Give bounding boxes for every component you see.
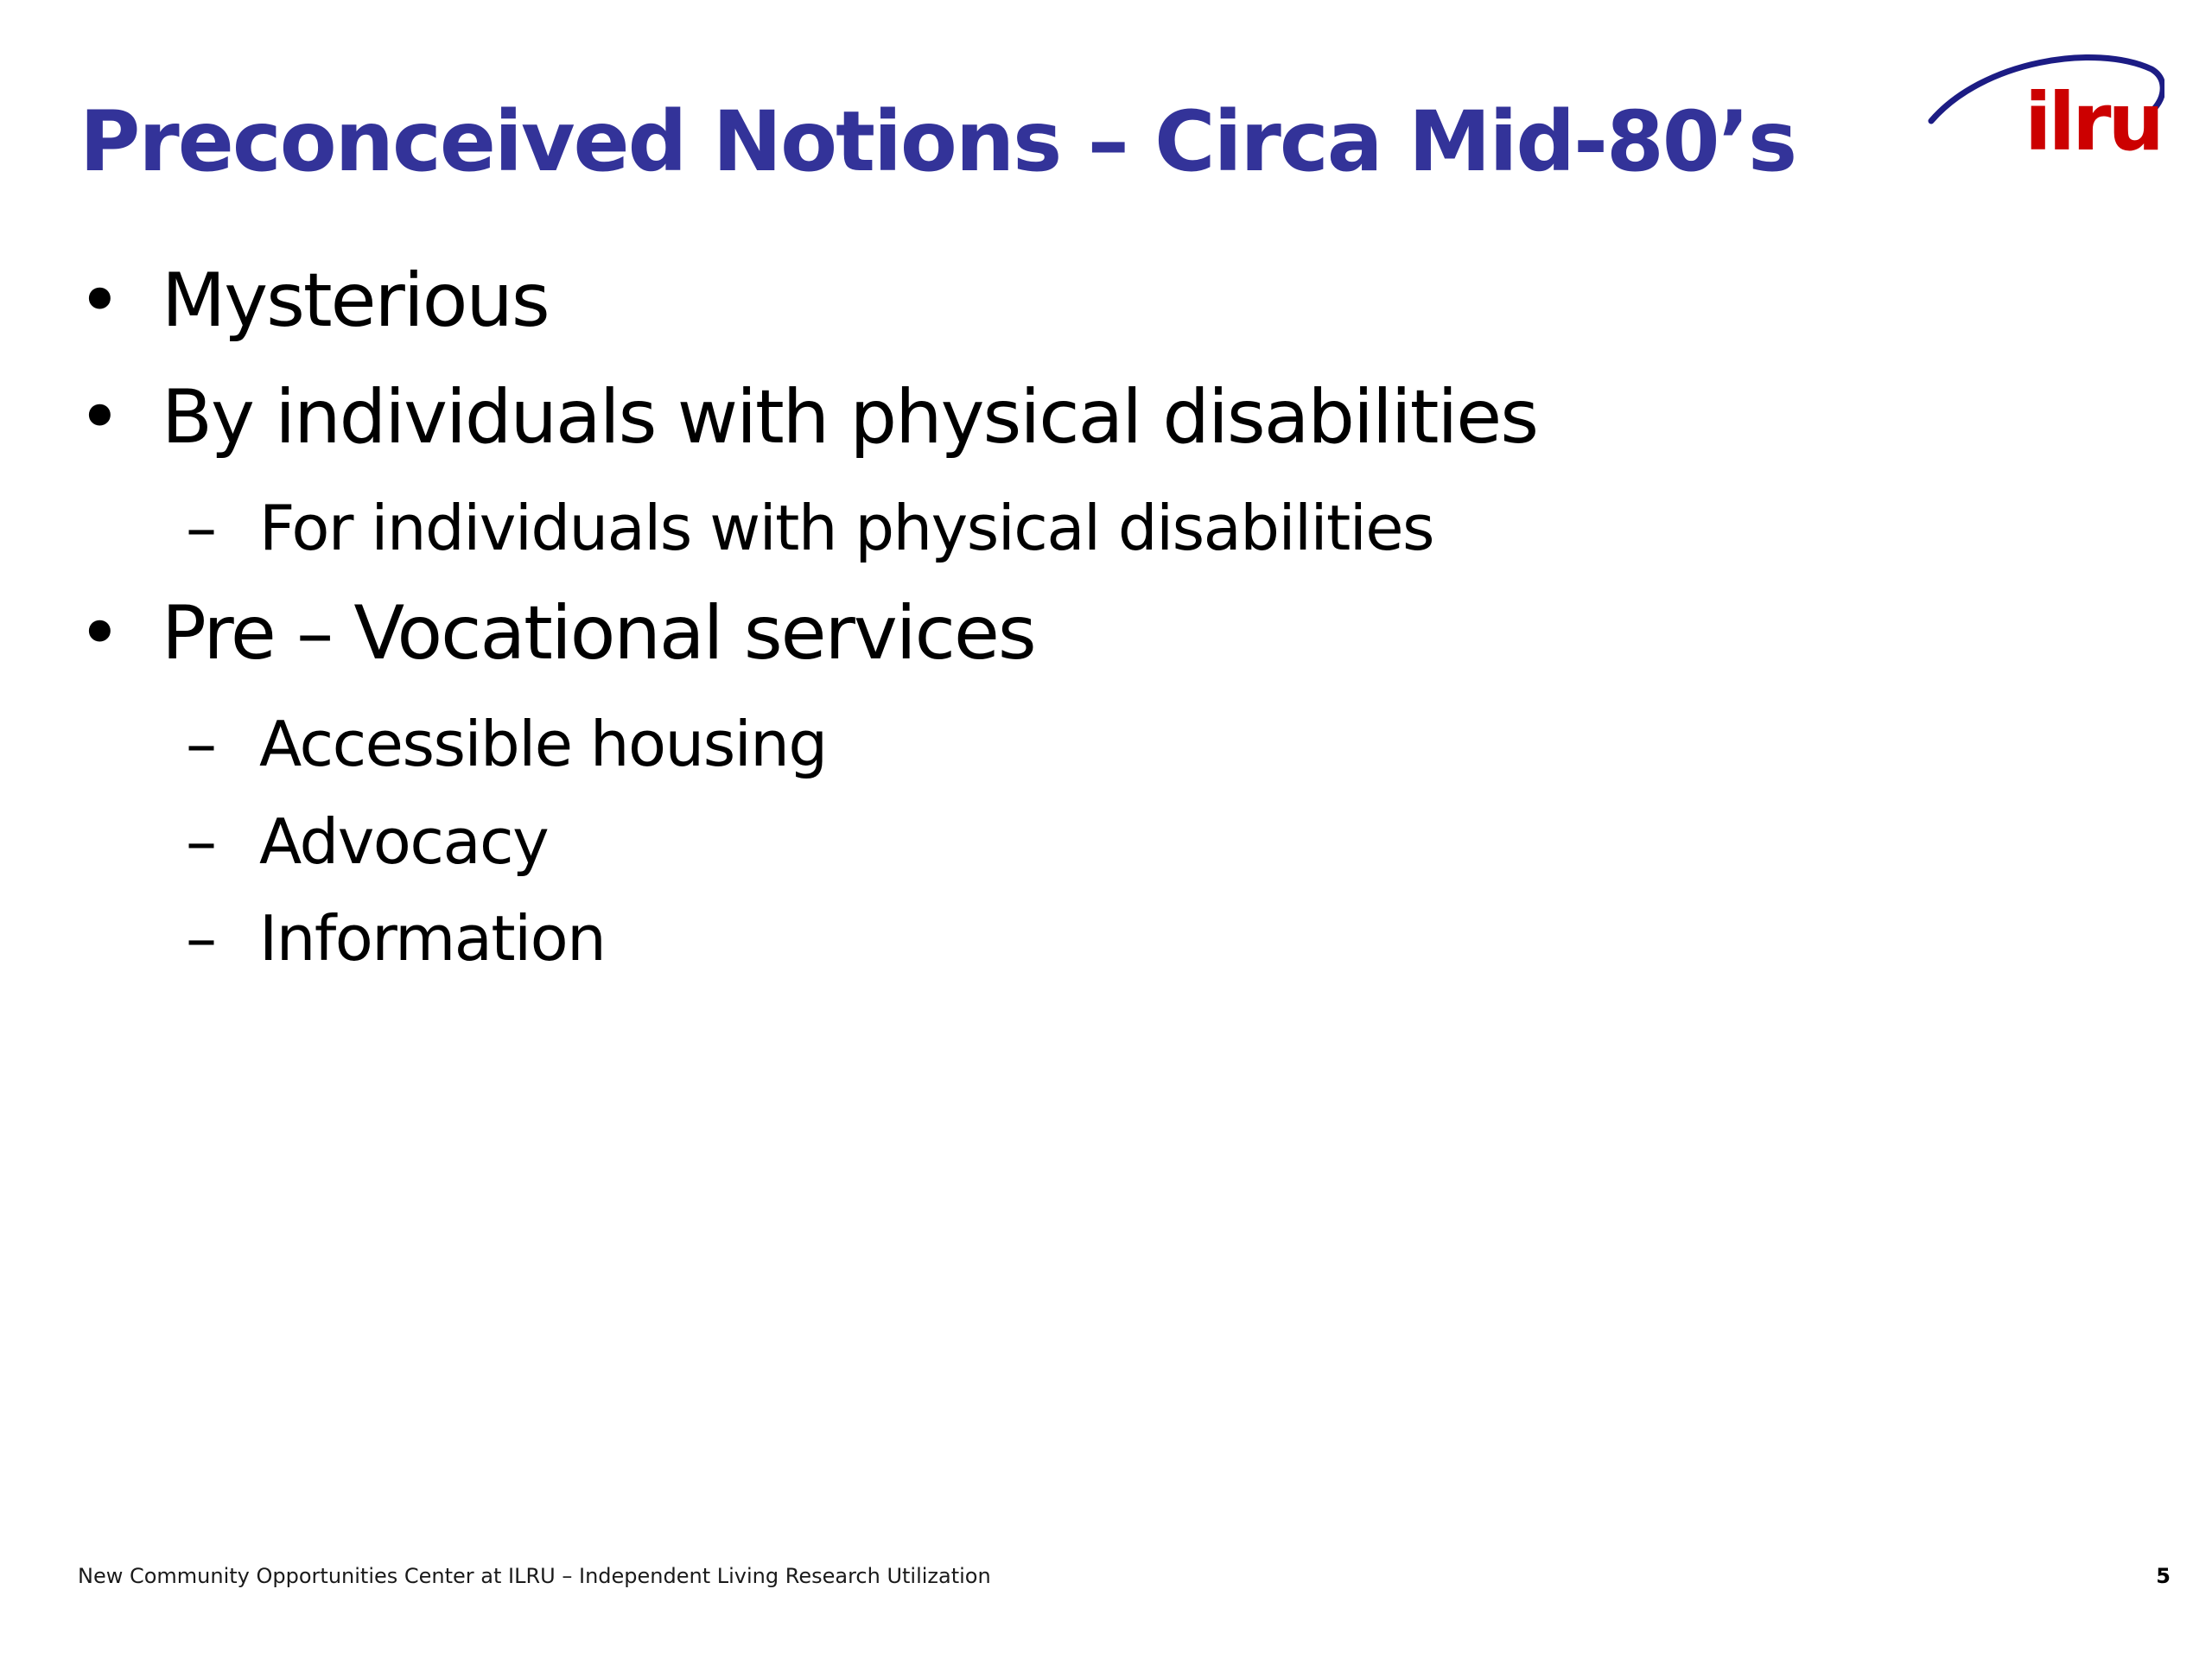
bullet-marker: • [78, 590, 120, 677]
bullet-text: By individuals with physical disabilities [162, 374, 1538, 461]
sub-bullet-text: Advocacy [259, 805, 549, 878]
bullet-text: Pre – Vocational services [162, 590, 1035, 677]
sub-bullet-marker: – [186, 805, 216, 878]
sub-bullet-text: Information [259, 902, 606, 975]
svg-text:ilru: ilru [2024, 76, 2161, 168]
footer-text: New Community Opportunities Center at ILRU – Independent Living Research Utilization [78, 1564, 991, 1588]
sub-bullet-marker: – [186, 708, 216, 780]
bullet-marker: • [78, 257, 120, 344]
bullet-text: Mysterious [162, 257, 549, 344]
sub-bullet-text: Accessible housing [259, 708, 827, 780]
bullet-marker: • [78, 374, 120, 461]
slide-title: Preconceived Notions – Circa Mid-80’s [79, 93, 1796, 190]
page-number: 5 [2156, 1564, 2171, 1588]
sub-bullet-text: For individuals with physical disabilities [259, 492, 1433, 564]
sub-bullet-marker: – [186, 492, 216, 564]
sub-bullet-marker: – [186, 902, 216, 975]
